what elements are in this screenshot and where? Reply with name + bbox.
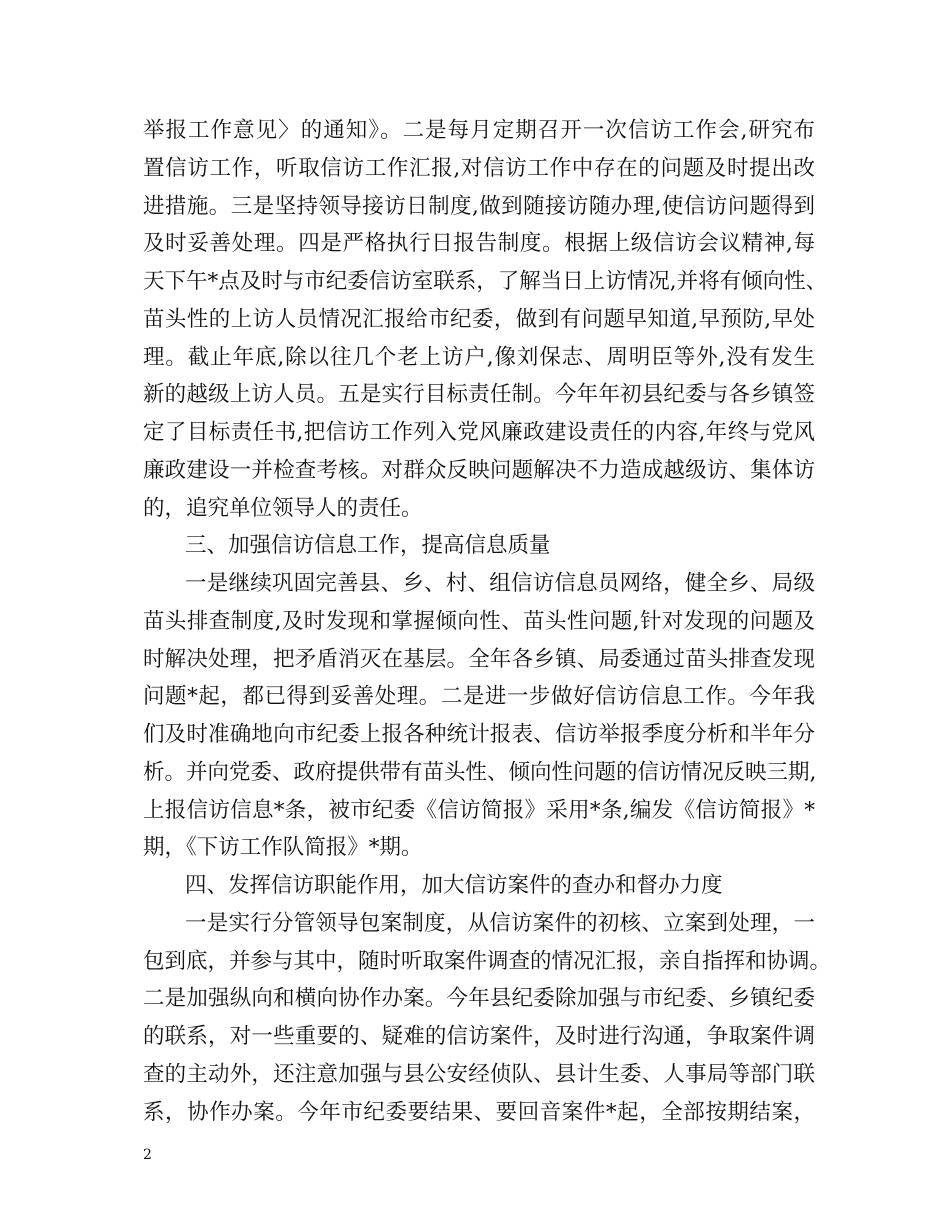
text-line: 析。并向党委、政府提供带有苗头性、倾向性问题的信访情况反映三期, (143, 759, 817, 785)
text-line: 置信访工作，听取信访工作汇报,对信访工作中存在的问题及时提出改 (143, 155, 815, 181)
text-line: 系，协作办案。今年市纪委要结果、要回音案件*起，全部按期结案， (143, 1099, 815, 1125)
text-line: 廉政建设一并检查考核。对群众反映问题解决不力造成越级访、集体访 (143, 457, 815, 483)
text-line: 的联系，对一些重要的、疑难的信访案件，及时进行沟通，争取案件调 (143, 1024, 815, 1049)
text-line: 一是继续巩固完善县、乡、村、组信访信息员网络，健全乡、局级 (185, 571, 815, 596)
text-line: 期，《下访工作队简报》*期。 (143, 835, 423, 861)
text-line: 一是实行分管领导包案制度，从信访案件的初核、立案到处理，一 (185, 910, 815, 936)
text-line: 苗头排查制度,及时发现和掌握倾向性、苗头性问题,针对发现的问题及 (143, 608, 815, 634)
text-line: 的，追究单位领导人的责任。 (143, 495, 423, 521)
text-line: 新的越级上访人员。五是实行目标责任制。今年年初县纪委与各乡镇签 (143, 382, 815, 408)
page-number: 2 (143, 1147, 152, 1163)
text-line: 包到底，并参与其中，随时听取案件调查的情况汇报，亲自指挥和协调。 (143, 948, 832, 974)
body-text (143, 112, 832, 1131)
text-line: 问题*起，都已得到妥善处理。二是进一步做好信访信息工作。今年我 (143, 684, 815, 710)
text-line: 理。截止年底,除以往几个老上访户,像刘保志、周明臣等外,没有发生 (143, 344, 815, 370)
text-line: 上报信访信息*条，被市纪委《信访简报》采用*条,编发《信访简报》* (143, 797, 815, 823)
text-line: 定了目标责任书,把信访工作列入党风廉政建设责任的内容,年终与党风 (143, 420, 815, 445)
section-heading: 四、发挥信访职能作用，加大信访案件的查办和督办力度 (185, 873, 723, 898)
text-line: 查的主动外，还注意加强与县公安经侦队、县计生委、人事局等部门联 (143, 1061, 815, 1087)
text-line: 进措施。三是坚持领导接访日制度,做到随接访随办理,使信访问题得到 (143, 193, 815, 219)
section-heading: 三、加强信访信息工作，提高信息质量 (185, 533, 551, 559)
text-line: 天下午*点及时与市纪委信访室联系，了解当日上访情况,并将有倾向性、 (143, 269, 828, 294)
text-line: 苗头性的上访人员情况汇报给市纪委，做到有问题早知道,早预防,早处 (143, 306, 815, 332)
text-line: 举报工作意见〉的通知》。二是每月定期召开一次信访工作会,研究布 (143, 118, 815, 143)
text-line: 们及时准确地向市纪委上报各种统计报表、信访举报季度分析和半年分 (143, 722, 815, 747)
text-line: 及时妥善处理。四是严格执行日报告制度。根据上级信访会议精神,每 (143, 231, 815, 257)
text-line: 二是加强纵向和横向协作办案。今年县纪委除加强与市纪委、乡镇纪委 (143, 986, 815, 1012)
text-line: 时解决处理，把矛盾消灭在基层。全年各乡镇、局委通过苗头排查发现 (143, 646, 815, 672)
